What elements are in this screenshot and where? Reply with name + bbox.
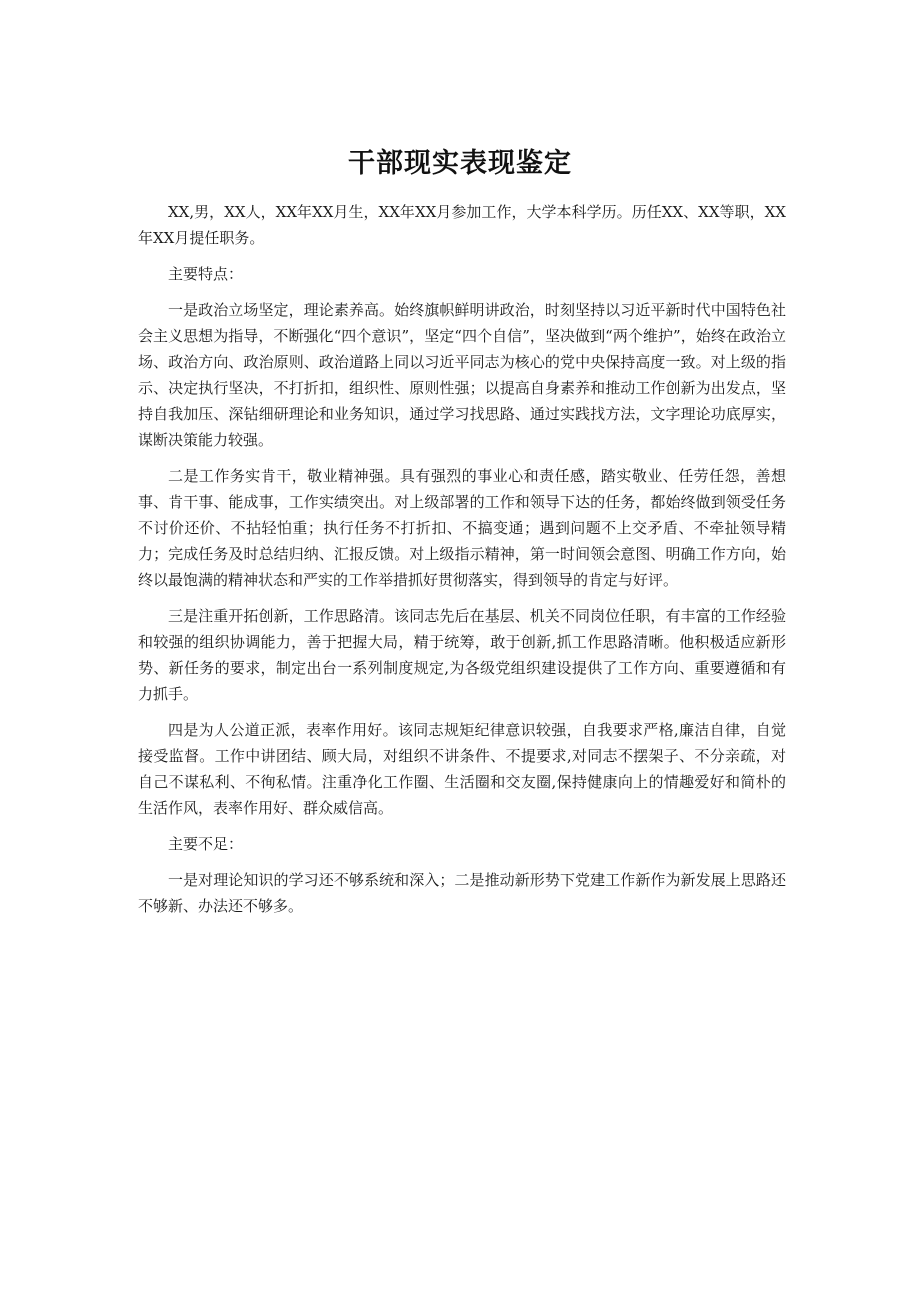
strength-paragraph-4: 四是为人公道正派，表率作用好。该同志规矩纪律意识较强，自我要求严格,廉洁自律，自觉接受监督。工作中讲团结、顾大局，对组织不讲条件、不提要求,对同志不摆架子、不分亲疏，对自己不谋私利、不徇私情。注重净化工作圈、生活圈和交友圈,保持健康向上的情趣爱好和简朴的生活作风，表率作用好、群众威信高。 <box>138 721 786 817</box>
intro-paragraph: XX,男，XX人，XX年XX月生，XX年XX月参加工作，大学本科学历。历任XX、XX等职，XX年XX月提任职务。 <box>138 203 786 247</box>
strength-paragraph-1: 一是政治立场坚定，理论素养高。始终旗帜鲜明讲政治，时刻坚持以习近平新时代中国特色社会主义思想为指导，不断强化“四个意识”，坚定“四个自信”，坚决做到“两个维护”，始终在政治立场、政治方向、政治原则、政治道路上同以习近平同志为核心的党中央保持高度一致。对上级的指示、决定执行坚决，不打折扣，组织性、原则性强；以提高自身素养和推动工作创新为出发点，坚持自我加压、深钻细研理论和业务知识，通过学习找思路、通过实践找方法，文字理论功底厚实，谋断决策能力较强。 <box>138 301 786 449</box>
document-title: 干部现实表现鉴定 <box>348 148 572 179</box>
strength-paragraph-3: 三是注重开拓创新，工作思路清。该同志先后在基层、机关不同岗位任职，有丰富的工作经验和较强的组织协调能力，善于把握大局，精于统筹，敢于创新,抓工作思路清晰。他积极适应新形势、新任务的要求，制定出台一系列制度规定,为各级党组织建设提供了工作方向、重要遵循和有力抓手。 <box>138 607 786 703</box>
weakness-paragraph-1: 一是对理论知识的学习还不够系统和深入；二是推动新形势下党建工作新作为新发展上思路还不够新、办法还不够多。 <box>138 871 786 915</box>
weaknesses-heading: 主要不足： <box>168 835 244 853</box>
strength-paragraph-2: 二是工作务实肯干，敬业精神强。具有强烈的事业心和责任感，踏实敬业、任劳任怨，善想事、肯干事、能成事，工作实绩突出。对上级部署的工作和领导下达的任务，都始终做到领受任务不讨价还价、不拈轻怕重；执行任务不打折扣、不搞变通；遇到问题不上交矛盾、不牵扯领导精力；完成任务及时总结归纳、汇报反馈。对上级指示精神，第一时间领会意图、明确工作方向，始终以最饱满的精神状态和严实的工作举措抓好贯彻落实，得到领导的肯定与好评。 <box>138 467 786 589</box>
document-body <box>138 199 786 929</box>
strengths-heading: 主要特点： <box>168 265 244 283</box>
